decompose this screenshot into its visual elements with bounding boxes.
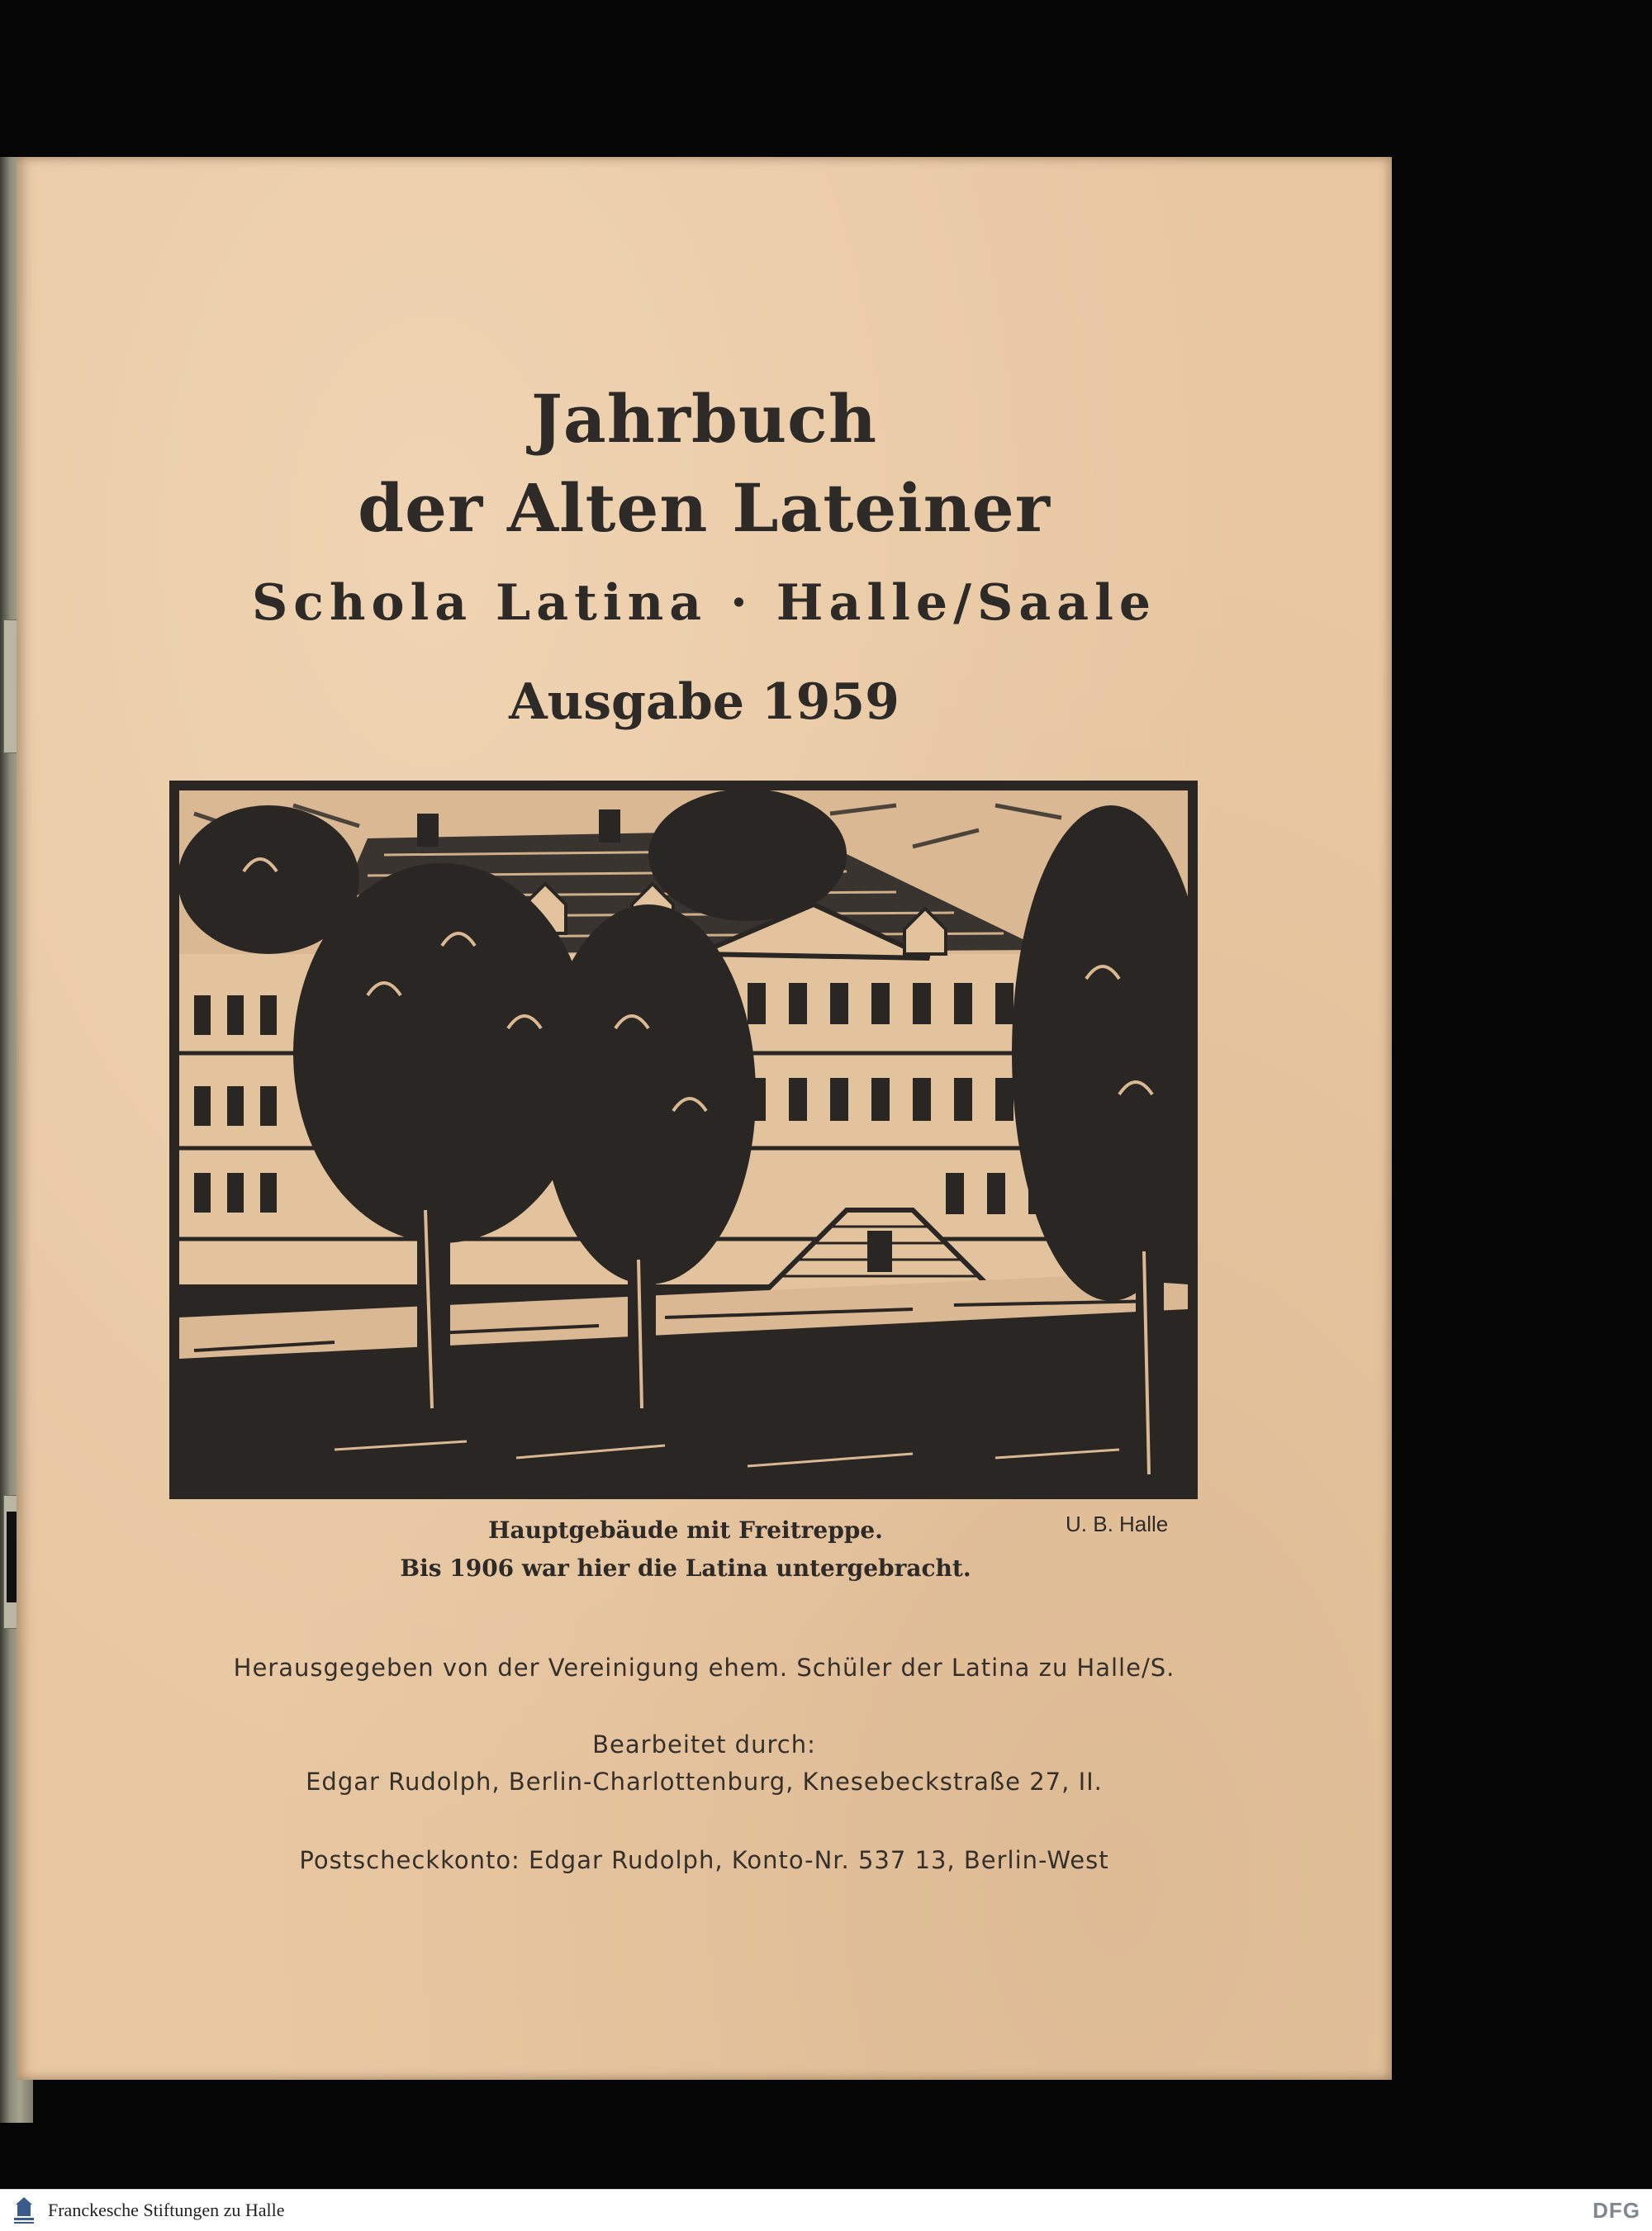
- viewer-footer: [0, 2189, 1652, 2231]
- postal-account: Postscheckkonto: Edgar Rudolph, Konto-Nr. 537 13, Berlin-West: [299, 1846, 1109, 1874]
- title-line-2: der Alten Lateiner: [358, 469, 1051, 547]
- illustration-caption: [363, 1512, 1008, 1588]
- edition: Ausgabe 1959: [509, 673, 900, 731]
- image-credit: U. B. Halle: [1066, 1512, 1169, 1536]
- subtitle: Schola Latina · Halle/Saale: [251, 574, 1157, 632]
- cover-page: [17, 157, 1392, 2080]
- woodcut-school-building: [169, 781, 1198, 1499]
- editor-label: Bearbeitet durch:: [592, 1730, 816, 1759]
- caption-line-1: Hauptgebäude mit Freitreppe.: [488, 1517, 883, 1544]
- publisher-line: Herausgegeben von der Vereinigung ehem. Schüler der Latina zu Halle/S.: [233, 1654, 1175, 1682]
- institution-logo-icon: [10, 2195, 38, 2226]
- funder-logo: DFG: [1593, 2198, 1640, 2223]
- editor-address: Edgar Rudolph, Berlin-Charlottenburg, Knesebeckstraße 27, II.: [306, 1768, 1103, 1796]
- caption-line-2: Bis 1906 war hier die Latina untergebracht.: [400, 1555, 971, 1582]
- woodcut-illustration: [169, 781, 1198, 1499]
- institution-name[interactable]: Franckesche Stiftungen zu Halle: [48, 2200, 285, 2220]
- title-line-1: Jahrbuch: [531, 380, 877, 458]
